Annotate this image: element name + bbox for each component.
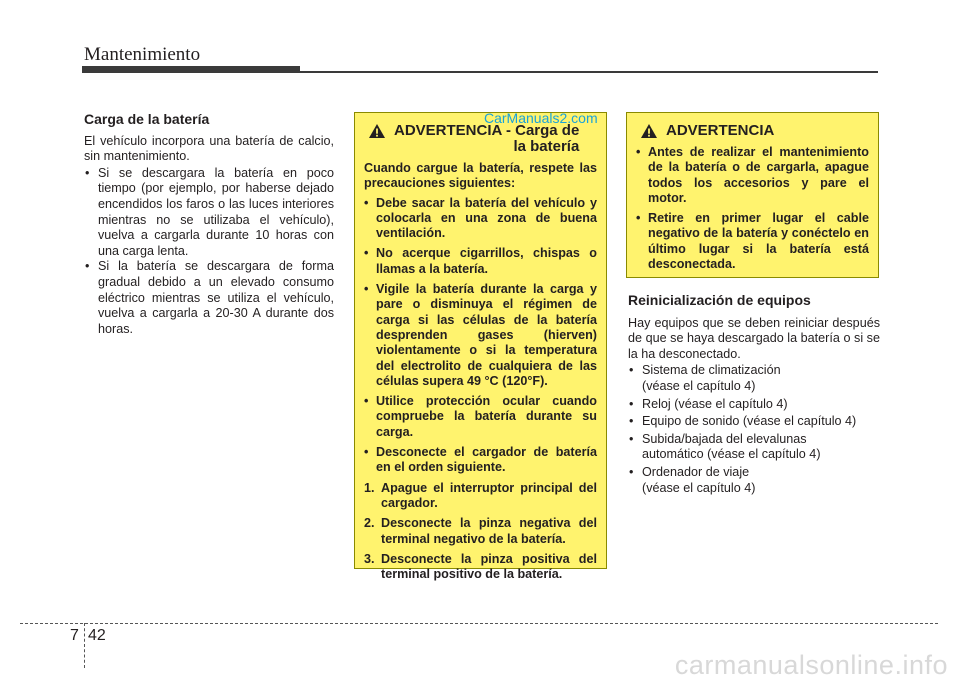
header-rule-thick (82, 66, 300, 73)
item-line: Reloj (véase el capítulo 4) (642, 396, 788, 411)
item-line: Sistema de climatización (642, 363, 781, 378)
footer-dashed-rule (20, 623, 938, 624)
page-header-title: Mantenimiento (84, 44, 201, 65)
battery-charging-section (84, 112, 334, 337)
step-text: Apague el interruptor principal del cargador. (381, 480, 597, 510)
list-item: • Debe sacar la batería del vehículo y colocarla en una zona de buena ventilación. (364, 196, 597, 242)
warning-triangle-icon (368, 123, 386, 139)
footer-watermark[interactable]: carmanualsonline.info (674, 650, 948, 680)
list-item: • No acerque cigarrillos, chispas o llamas a la batería. (364, 246, 597, 277)
list-item: • Desconecte el cargador de batería en el orden siguiente. (364, 445, 597, 476)
list-item (628, 465, 880, 496)
charging-bullets (84, 166, 334, 338)
list-item: • Antes de realizar el mantenimiento de la batería o de cargarla, apague todos los accesorios y pare el motor. (636, 145, 869, 206)
intro-paragraph: El vehículo incorpora una batería de calcio, sin mantenimiento. (84, 133, 334, 164)
list-item: • Retire en primer lugar el cable negativo de la batería y conéctelo en último lugar si la batería está desconectada. (636, 211, 869, 272)
step-number: 3. (364, 551, 375, 566)
item-line: automático (véase el capítulo 4) (642, 447, 821, 462)
disconnect-steps (364, 481, 597, 583)
list-item (628, 397, 880, 413)
warning-box-battery-charging (354, 112, 607, 582)
warning-bullets (636, 145, 869, 272)
list-item (628, 414, 880, 430)
warning-box-battery-maintenance (626, 112, 879, 278)
top-watermark: CarManuals2.com (484, 110, 598, 126)
item-line: Subida/bajada del elevalunas (642, 431, 807, 446)
step-item (364, 516, 597, 547)
reset-bullets (628, 363, 880, 496)
step-item (364, 552, 597, 583)
warning-triangle-icon (640, 123, 658, 139)
section-heading: Carga de la batería (84, 111, 210, 127)
list-item: • Vigile la batería durante la carga y pare o disminuya el régimen de carga si las células de la batería desprenden gases (hierven) violentamente o si la temperatura del electrolito de cualquiera de las células supera 49 °C (120°F). (364, 282, 597, 389)
list-item (628, 432, 880, 463)
warning-title-line2: la batería (513, 138, 580, 155)
page-number: 42 (88, 627, 106, 644)
step-number: 1. (364, 480, 375, 495)
warning-title: ADVERTENCIA (666, 122, 775, 139)
warning-intro: Cuando cargue la batería, respete las precauciones siguientes: (364, 161, 597, 191)
step-text: Desconecte la pinza positiva del terminal positivo de la batería. (381, 551, 597, 582)
step-item (364, 481, 597, 512)
item-line: Equipo de sonido (véase el capítulo 4) (642, 414, 857, 429)
section-heading: Reinicialización de equipos (628, 292, 811, 308)
equipment-reset-section (628, 293, 880, 498)
item-line: Ordenador de viaje (642, 464, 750, 479)
warning-bullets (364, 196, 597, 476)
intro-paragraph: Hay equipos que se deben reiniciar después de que se haya descargado la batería o si se la ha desconectado. (628, 315, 880, 361)
item-line: (véase el capítulo 4) (642, 480, 756, 495)
item-line: (véase el capítulo 4) (642, 378, 756, 393)
list-item: • Si la batería se descargara de forma gradual debido a un elevado consumo eléctrico mientras se utiliza el vehículo, vuelva a cargarla a 20-30 A durante dos horas. (84, 259, 334, 337)
header-rule-thin (300, 71, 878, 73)
step-text: Desconecte la pinza negativa del terminal negativo de la batería. (381, 516, 597, 546)
list-item (628, 363, 880, 394)
warning-heading (636, 123, 869, 139)
warning-title (394, 123, 579, 155)
footer-page-divider (84, 623, 85, 668)
step-number: 2. (364, 516, 375, 531)
list-item: • Utilice protección ocular cuando compruebe la batería durante su carga. (364, 394, 597, 440)
list-item: • Si se descargara la batería en poco tiempo (por ejemplo, por haberse dejado encendidos los faros o las luces interiores mientras no se utilizaba el vehículo), vuelva a cargarla durante 10 horas con una carga lenta. (84, 166, 334, 260)
warning-title-line1: ADVERTENCIA - Carga de (394, 122, 580, 139)
warning-heading (364, 123, 597, 155)
chapter-number: 7 (70, 627, 79, 644)
